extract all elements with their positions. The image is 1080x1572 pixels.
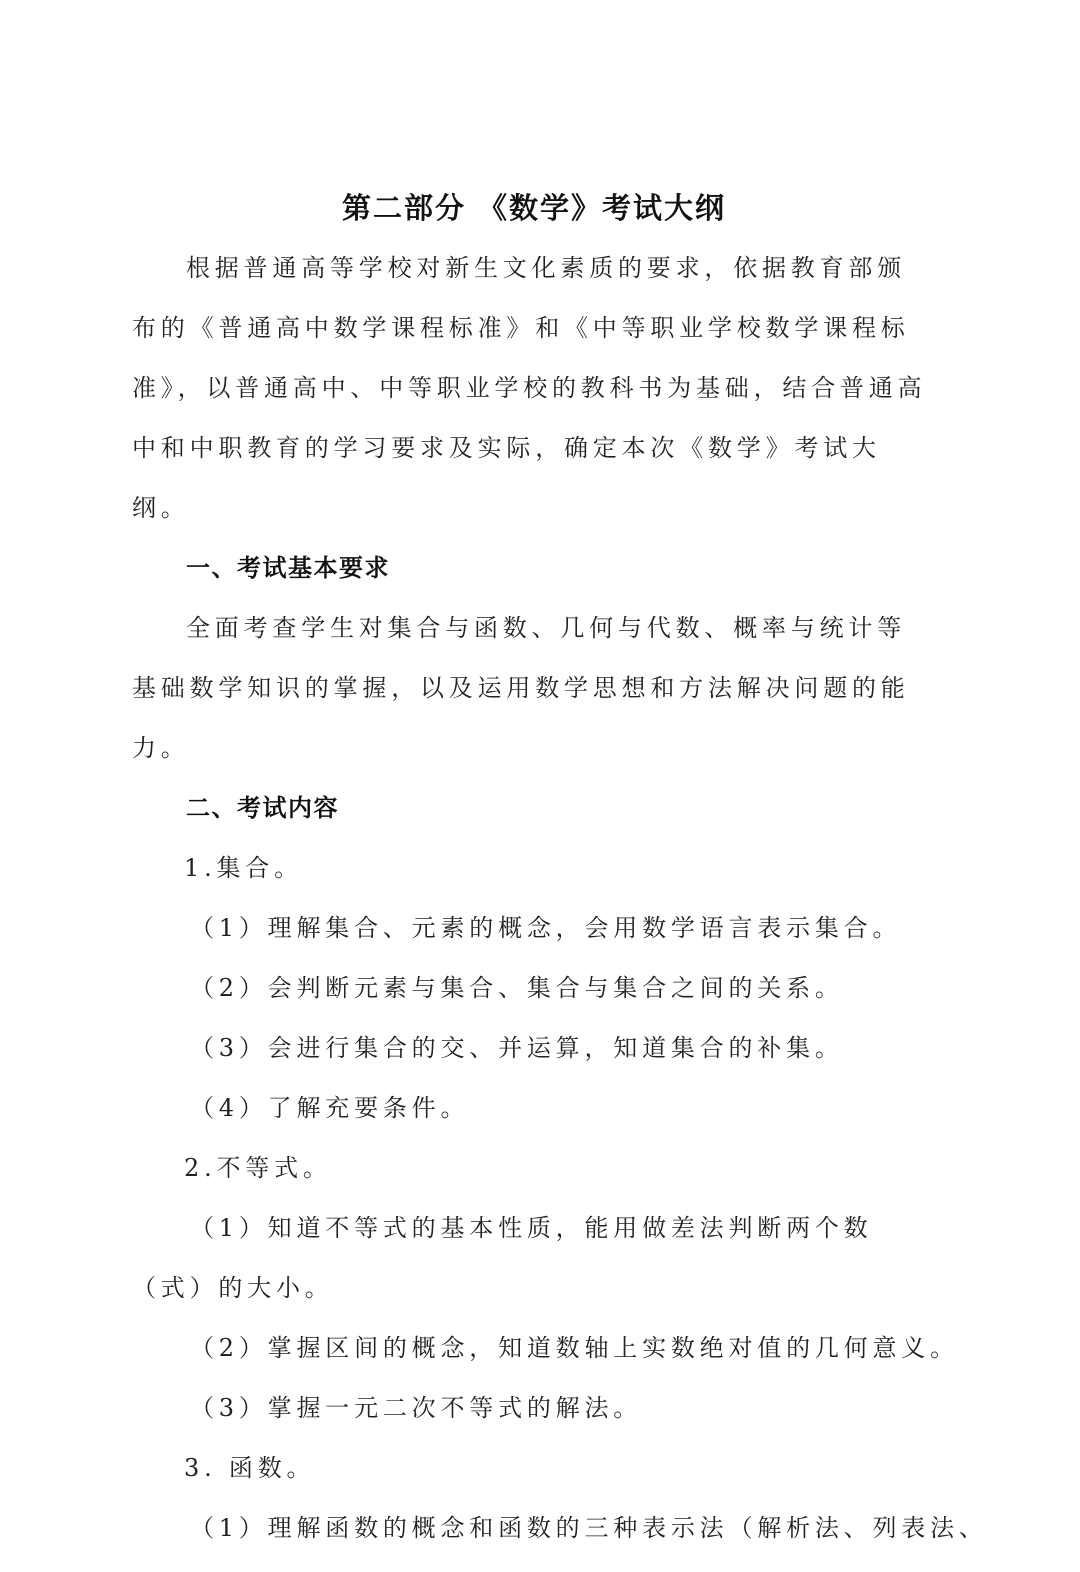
section-heading-basic-requirements: 一、考试基本要求 bbox=[186, 554, 390, 582]
document-body bbox=[132, 178, 988, 1558]
list-item: （1）理解集合、元素的概念，会用数学语言表示集合。 bbox=[190, 914, 902, 942]
list-item: （1）理解函数的概念和函数的三种表示法（解析法、列表法、 bbox=[190, 1514, 988, 1542]
list-item: （2）会判断元素与集合、集合与集合之间的关系。 bbox=[190, 974, 844, 1002]
topic-title-functions: 3. 函数。 bbox=[184, 1454, 316, 1482]
list-item: （2）掌握区间的概念，知道数轴上实数绝对值的几何意义。 bbox=[190, 1334, 959, 1362]
topic-title-inequalities: 2.不等式。 bbox=[184, 1154, 332, 1182]
document-title: 第二部分 《数学》考试大纲 bbox=[341, 191, 727, 225]
section-heading-exam-content: 二、考试内容 bbox=[186, 794, 339, 822]
topic-title-sets: 1.集合。 bbox=[184, 854, 303, 882]
intro-paragraph: 根据普通高等学校对新生文化素质的要求，依据教育部颁布的《普通高中数学课程标准》和《中等职业学校数学课程标准》，以普通高中、中等职业学校的教科书为基础，结合普通高中和中职教育的学习要求及实际，确定本次《数学》考试大纲。 bbox=[132, 254, 927, 522]
list-item: （3）掌握一元二次不等式的解法。 bbox=[190, 1394, 643, 1422]
basic-requirements-paragraph: 全面考查学生对集合与函数、几何与代数、概率与统计等基础数学知识的掌握，以及运用数学思想和方法解决问题的能力。 bbox=[132, 614, 910, 762]
list-item: （4）了解充要条件。 bbox=[190, 1094, 470, 1122]
list-item: （3）会进行集合的交、并运算，知道集合的补集。 bbox=[190, 1034, 844, 1062]
list-item: （1）知道不等式的基本性质，能用做差法判断两个数（式）的大小。 bbox=[132, 1214, 873, 1302]
